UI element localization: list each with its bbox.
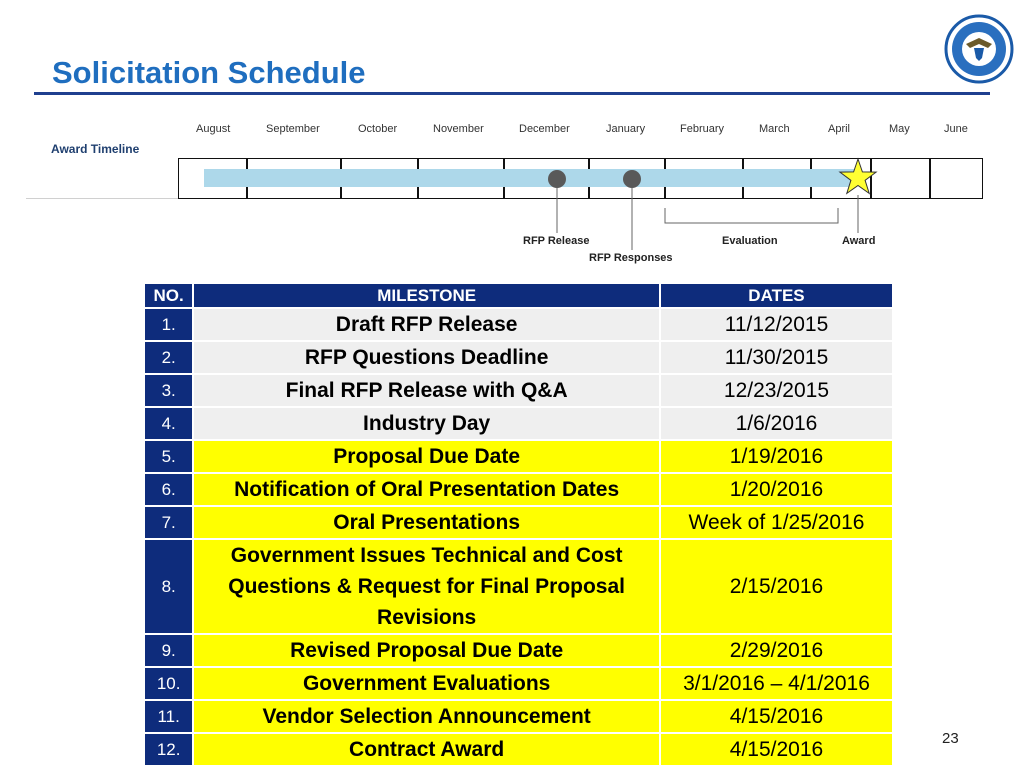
rfp-release-circle-marker-icon [548, 170, 566, 188]
table-row [145, 309, 892, 340]
month-label: January [606, 123, 646, 135]
milestone-cell: Government Issues Technical and Cost Questions & Request for Final Proposal Revisions [194, 540, 659, 633]
table-row [145, 635, 892, 666]
header-milestone: MILESTONE [194, 284, 659, 307]
header-no: NO. [145, 284, 192, 307]
row-number: 7. [145, 507, 192, 538]
table-row [145, 375, 892, 406]
month-label: February [680, 123, 725, 135]
date-cell: 1/6/2016 [661, 408, 892, 439]
date-cell: Week of 1/25/2016 [661, 507, 892, 538]
row-number: 11. [145, 701, 192, 732]
award-star-icon [840, 159, 876, 193]
table-row [145, 441, 892, 472]
date-cell: 4/15/2016 [661, 734, 892, 765]
table-row [145, 668, 892, 699]
month-label: November [433, 123, 484, 135]
month-label: December [519, 123, 570, 135]
milestone-cell: Vendor Selection Announcement [194, 701, 659, 732]
award-label: Award [842, 235, 876, 247]
date-cell: 11/12/2015 [661, 309, 892, 340]
row-number: 10. [145, 668, 192, 699]
table-row [145, 474, 892, 505]
row-number: 12. [145, 734, 192, 765]
date-cell: 11/30/2015 [661, 342, 892, 373]
date-cell: 1/20/2016 [661, 474, 892, 505]
rfp-responses-label: RFP Responses [589, 252, 673, 264]
row-number: 1. [145, 309, 192, 340]
month-label: June [944, 123, 968, 135]
milestone-cell: Oral Presentations [194, 507, 659, 538]
rfp-release-label: RFP Release [523, 235, 590, 247]
slide-title: Solicitation Schedule [52, 55, 366, 90]
table-row [145, 342, 892, 373]
table-row [145, 540, 892, 633]
month-label: May [889, 123, 910, 135]
table-row [145, 408, 892, 439]
header-dates: DATES [661, 284, 892, 307]
row-number: 4. [145, 408, 192, 439]
award-timeline-label: Award Timeline [51, 142, 140, 156]
table-row [145, 701, 892, 732]
page-number: 23 [942, 730, 959, 747]
date-cell: 4/15/2016 [661, 701, 892, 732]
table-row [145, 734, 892, 765]
evaluation-bracket [665, 208, 838, 223]
milestone-cell: RFP Questions Deadline [194, 342, 659, 373]
row-number: 5. [145, 441, 192, 472]
date-cell: 3/1/2016 – 4/1/2016 [661, 668, 892, 699]
evaluation-label: Evaluation [722, 235, 778, 247]
date-cell: 12/23/2015 [661, 375, 892, 406]
month-label: August [196, 123, 231, 135]
month-label: March [759, 123, 790, 135]
table-header-row [145, 284, 892, 307]
milestone-table [143, 282, 894, 767]
date-cell: 2/29/2016 [661, 635, 892, 666]
rfp-responses-circle-marker-icon [623, 170, 641, 188]
month-label: April [828, 123, 851, 135]
month-label: October [358, 123, 398, 135]
milestone-cell: Revised Proposal Due Date [194, 635, 659, 666]
milestone-cell: Government Evaluations [194, 668, 659, 699]
date-cell: 1/19/2016 [661, 441, 892, 472]
table-row [145, 507, 892, 538]
milestone-cell: Final RFP Release with Q&A [194, 375, 659, 406]
row-number: 9. [145, 635, 192, 666]
milestone-cell: Industry Day [194, 408, 659, 439]
milestone-cell: Contract Award [194, 734, 659, 765]
month-label: September [266, 123, 320, 135]
row-number: 2. [145, 342, 192, 373]
row-number: 8. [145, 540, 192, 633]
milestone-cell: Proposal Due Date [194, 441, 659, 472]
row-number: 6. [145, 474, 192, 505]
date-cell: 2/15/2016 [661, 540, 892, 633]
row-number: 3. [145, 375, 192, 406]
milestone-cell: Notification of Oral Presentation Dates [194, 474, 659, 505]
milestone-cell: Draft RFP Release [194, 309, 659, 340]
